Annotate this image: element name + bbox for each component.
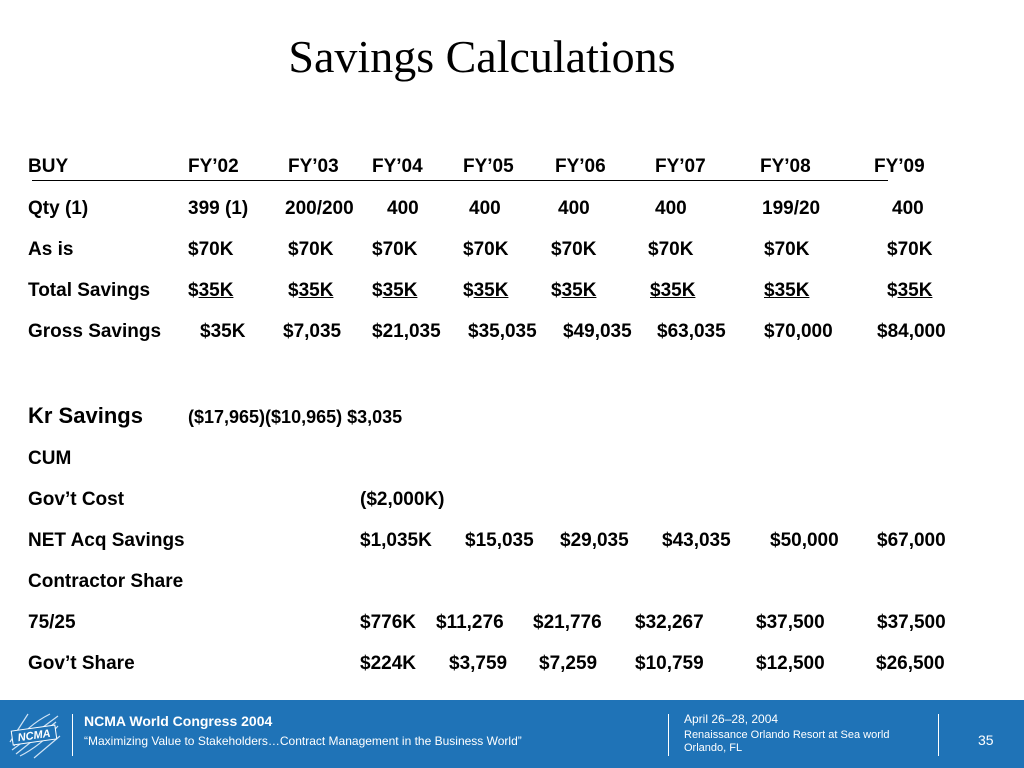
logo-text: NCMA [16,727,52,745]
table-cell: $21,035 [372,321,441,342]
table-cell: $26,500 [876,653,945,674]
table-cell: $35,035 [468,321,537,342]
row-label: Total Savings [28,280,151,301]
savings-value: 35K [774,280,810,301]
footer-divider [938,714,939,756]
table-cell: $70K [887,239,933,260]
row-label: Contractor Share [28,571,184,592]
row-label: Qty (1) [28,198,89,219]
table-cell: $70K [764,239,810,260]
table-cell [463,278,508,304]
table-row-75-25 [0,610,1024,636]
table-row-gross-savings [0,319,1024,345]
currency-sign: $ [463,280,474,301]
table-cell: 199/20 [762,198,821,219]
table-cell [650,278,695,304]
row-label: Gov’t Share [28,653,135,674]
table-cell: $70K [188,239,234,260]
table-cell: $70K [551,239,597,260]
header-divider [32,180,888,181]
savings-value: 35K [897,280,933,301]
table-cell: $70K [288,239,334,260]
table-cell: $43,035 [662,530,731,551]
table-cell: $50,000 [770,530,839,551]
header-fy08: FY’08 [760,156,811,177]
row-label: NET Acq Savings [28,530,185,551]
table-cell: 399 (1) [188,198,249,219]
table-cell: $35K [200,321,246,342]
slide-title: Savings Calculations [288,31,676,82]
table-cell: $1,035K [360,530,432,551]
table-cell: $70K [648,239,694,260]
table-cell: $84,000 [877,321,946,342]
event-city: Orlando, FL [684,742,743,754]
table-cell [188,278,233,304]
table-cell: ($17,965)($10,965) $3,035 [188,407,403,427]
ncma-logo [6,706,64,762]
table-row-qty [0,196,1024,222]
currency-sign: $ [887,280,898,301]
table-cell: 400 [892,198,924,219]
table-cell: $70K [372,239,418,260]
table-cell: $776K [360,612,416,633]
table-cell: 400 [469,198,501,219]
table-cell: 200/200 [285,198,354,219]
table-cell: $70,000 [764,321,833,342]
table-cell [551,278,596,304]
header-fy09: FY’09 [874,156,925,177]
table-cell: $7,035 [283,321,342,342]
table-cell: ($2,000K) [360,489,445,510]
table-cell: $10,759 [635,653,704,674]
slide-footer [0,700,1024,768]
currency-sign: $ [372,280,383,301]
table-cell [288,278,333,304]
table-row-kr-savings [0,404,1024,430]
savings-value: 35K [660,280,696,301]
conference-name: NCMA World Congress 2004 [84,713,273,729]
table-cell: 400 [387,198,419,219]
table-cell: $224K [360,653,416,674]
header-fy07: FY’07 [655,156,706,177]
row-label: Kr Savings [28,403,143,428]
header-fy05: FY’05 [463,156,514,177]
table-cell [887,278,932,304]
header-buy: BUY [28,156,69,177]
table-row-cum [0,446,1024,472]
currency-sign: $ [551,280,562,301]
header-fy03: FY’03 [288,156,339,177]
table-cell: $15,035 [465,530,534,551]
header-fy02: FY’02 [188,156,239,177]
table-cell: $11,276 [436,612,504,633]
table-row-gov-cost [0,487,1024,513]
row-label: Gov’t Cost [28,489,125,510]
table-cell: $70K [463,239,509,260]
footer-divider [72,714,73,756]
row-label: 75/25 [28,612,76,633]
table-row-contractor-share [0,569,1024,595]
savings-value: 35K [382,280,418,301]
currency-sign: $ [288,280,299,301]
table-cell: $7,259 [539,653,598,674]
table-cell: 400 [655,198,687,219]
currency-sign: $ [764,280,775,301]
row-label: CUM [28,448,72,469]
table-cell: $21,776 [533,612,602,633]
table-cell: $32,267 [635,612,704,633]
table-row-as-is [0,237,1024,263]
savings-value: 35K [473,280,509,301]
table-cell: $29,035 [560,530,629,551]
currency-sign: $ [650,280,661,301]
table-cell: $3,759 [449,653,508,674]
ncma-logo-mark [6,706,64,762]
table-cell: 400 [558,198,590,219]
table-row-net-acq-savings [0,528,1024,554]
table-header-row [0,154,1024,180]
savings-value: 35K [298,280,334,301]
savings-value: 35K [561,280,597,301]
table-cell: $63,035 [657,321,726,342]
footer-divider [668,714,669,756]
savings-value: 35K [198,280,234,301]
currency-sign: $ [188,280,199,301]
table-cell: $37,500 [756,612,825,633]
table-cell: $67,000 [877,530,946,551]
table-cell: $12,500 [756,653,825,674]
table-row-total-savings [0,278,1024,304]
event-date: April 26–28, 2004 [684,712,779,726]
table-cell [372,278,417,304]
table-cell: $49,035 [563,321,632,342]
table-row-gov-share [0,651,1024,677]
event-venue: Renaissance Orlando Resort at Sea world [684,729,890,741]
table-cell: $37,500 [877,612,946,633]
header-fy04: FY’04 [372,156,423,177]
row-label: Gross Savings [28,321,162,342]
conference-tagline: “Maximizing Value to Stakeholders…Contract Management in the Business World” [84,734,522,748]
table-cell [764,278,809,304]
header-fy06: FY’06 [555,156,606,177]
row-label: As is [28,239,74,260]
page-number: 35 [978,732,994,748]
